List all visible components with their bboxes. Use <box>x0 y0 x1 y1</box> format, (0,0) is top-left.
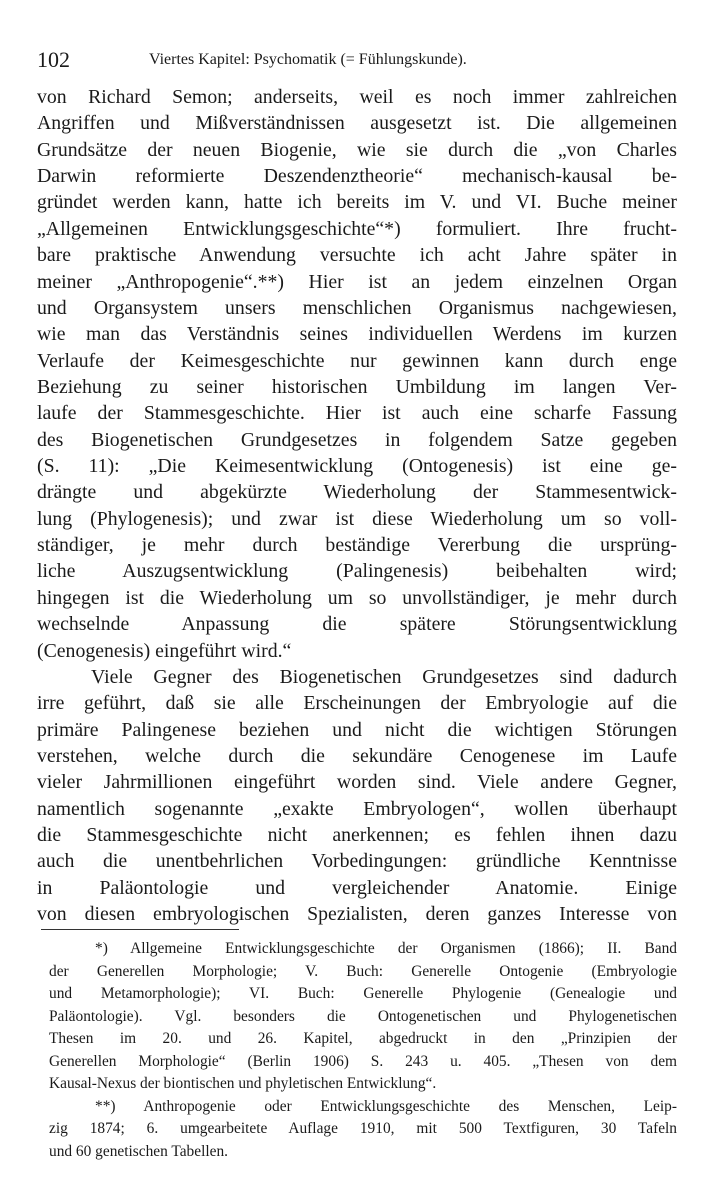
text-line: laufe der Stammesgeschichte. Hier ist auch eine scharfe Fassung <box>37 402 677 425</box>
text-line: (S. 11): „Die Keimesentwicklung (Ontogenesis) ist eine ge- <box>37 455 677 478</box>
text-line: wechselnde Anpassung die spätere Störungsentwicklung <box>37 613 677 636</box>
footnote-line: **) Anthropogenie oder Entwicklungsgeschichte des Menschen, Leip- <box>95 1097 677 1115</box>
text-line: gründet werden kann, hatte ich bereits im V. und VI. Buche meiner <box>37 191 677 214</box>
text-line: vieler Jahrmillionen eingeführt worden sind. Viele andere Gegner, <box>37 771 677 794</box>
footnote-line: zig 1874; 6. umgearbeitete Auflage 1910, mit 500 Textfiguren, 30 Tafeln <box>49 1120 677 1137</box>
text-line: namentlich sogenannte „exakte Embryologen“, wollen überhaupt <box>37 797 677 820</box>
text-line: auch die unentbehrlichen Vorbedingungen: gründliche Kenntnisse <box>37 850 677 873</box>
text-line: bare praktische Anwendung versuchte ich acht Jahre später in <box>37 244 677 267</box>
text-line: in Paläontologie und vergleichender Anatomie. Einige <box>37 876 677 899</box>
text-line: des Biogenetischen Grundgesetzes in folgendem Satze gegeben <box>37 428 677 451</box>
text-line: ständiger, je mehr durch beständige Vererbung die ursprüng- <box>37 534 677 557</box>
text-line: Grundsätze der neuen Biogenie, wie sie durch die „von Charles <box>37 138 677 161</box>
footnotes <box>49 938 677 1163</box>
text-line: und Organsystem unsers menschlichen Organismus nachgewiesen, <box>37 296 677 319</box>
text-line: meiner „Anthropogenie“.**) Hier ist an jedem einzelnen Organ <box>37 270 677 293</box>
text-line: Angriffen und Mißverständnissen ausgesetzt ist. Die allgemeinen <box>37 112 677 135</box>
page-number: 102 <box>37 47 70 72</box>
footnote-line: und 60 genetischen Tabellen. <box>49 1142 228 1160</box>
text-line: Darwin reformierte Deszendenztheorie“ mechanisch-kausal be- <box>37 165 677 188</box>
text-line: drängte und abgekürzte Wiederholung der Stammesentwick- <box>37 481 677 504</box>
main-text <box>37 84 677 928</box>
text-line: die Stammesgeschichte nicht anerkennen; es fehlen ihnen dazu <box>37 824 677 847</box>
footnote-line: Generellen Morphologie“ (Berlin 1906) S. 243 u. 405. „Thesen von dem <box>49 1052 677 1070</box>
text-line: lung (Phylogenesis); und zwar ist diese Wiederholung um so voll- <box>37 507 677 530</box>
text-line: von Richard Semon; anderseits, weil es noch immer zahlreichen <box>37 86 677 108</box>
footnote-line: *) Allgemeine Entwicklungsgeschichte der Organismen (1866); II. Band <box>95 940 677 957</box>
footnote-line: Paläontologie). Vgl. besonders die Ontogenetischen und Phylogenetischen <box>49 1007 677 1025</box>
paragraph-start-line: Viele Gegner des Biogenetischen Grundgesetzes sind dadurch <box>91 665 677 688</box>
chapter-title: Viertes Kapitel: Psychomatik (= Fühlungskunde). <box>149 51 467 68</box>
text-line: primäre Palingenese beziehen und nicht die wichtigen Störungen <box>37 718 677 741</box>
text-line: liche Auszugsentwicklung (Palingenesis) beibehalten wird; <box>37 560 677 583</box>
text-line: „Allgemeinen Entwicklungsgeschichte“*) formuliert. Ihre frucht- <box>37 217 677 240</box>
text-line: von diesen embryologischen Spezialisten, deren ganzes Interesse von <box>37 903 677 926</box>
text-line: hingegen ist die Wiederholung um so unvollständiger, je mehr durch <box>37 586 677 609</box>
footnote-line: der Generellen Morphologie; V. Buch: Generelle Ontogenie (Embryologie <box>49 962 677 980</box>
running-head <box>37 46 677 74</box>
text-line: wie man das Verständnis seines individuellen Werdens im kurzen <box>37 323 677 346</box>
text-line: irre geführt, daß sie alle Erscheinungen der Embryologie auf die <box>37 692 677 715</box>
footnote-line: und Metamorphologie); VI. Buch: Generelle Phylogenie (Genealogie und <box>49 985 677 1002</box>
footnote-line: Kausal-Nexus der biontischen und phyletischen Entwicklung“. <box>49 1075 437 1092</box>
text-line: (Cenogenesis) eingeführt wird.“ <box>37 639 292 662</box>
footnote-divider <box>41 929 239 930</box>
footnote-line: Thesen im 20. und 26. Kapitel, abgedruckt in den „Prinzipien der <box>49 1030 677 1047</box>
text-line: Verlaufe der Keimesgeschichte nur gewinnen kann durch enge <box>37 349 677 372</box>
text-line: Beziehung zu seiner historischen Umbildung im langen Ver- <box>37 375 677 398</box>
text-line: verstehen, welche durch die sekundäre Cenogenese im Laufe <box>37 744 677 767</box>
